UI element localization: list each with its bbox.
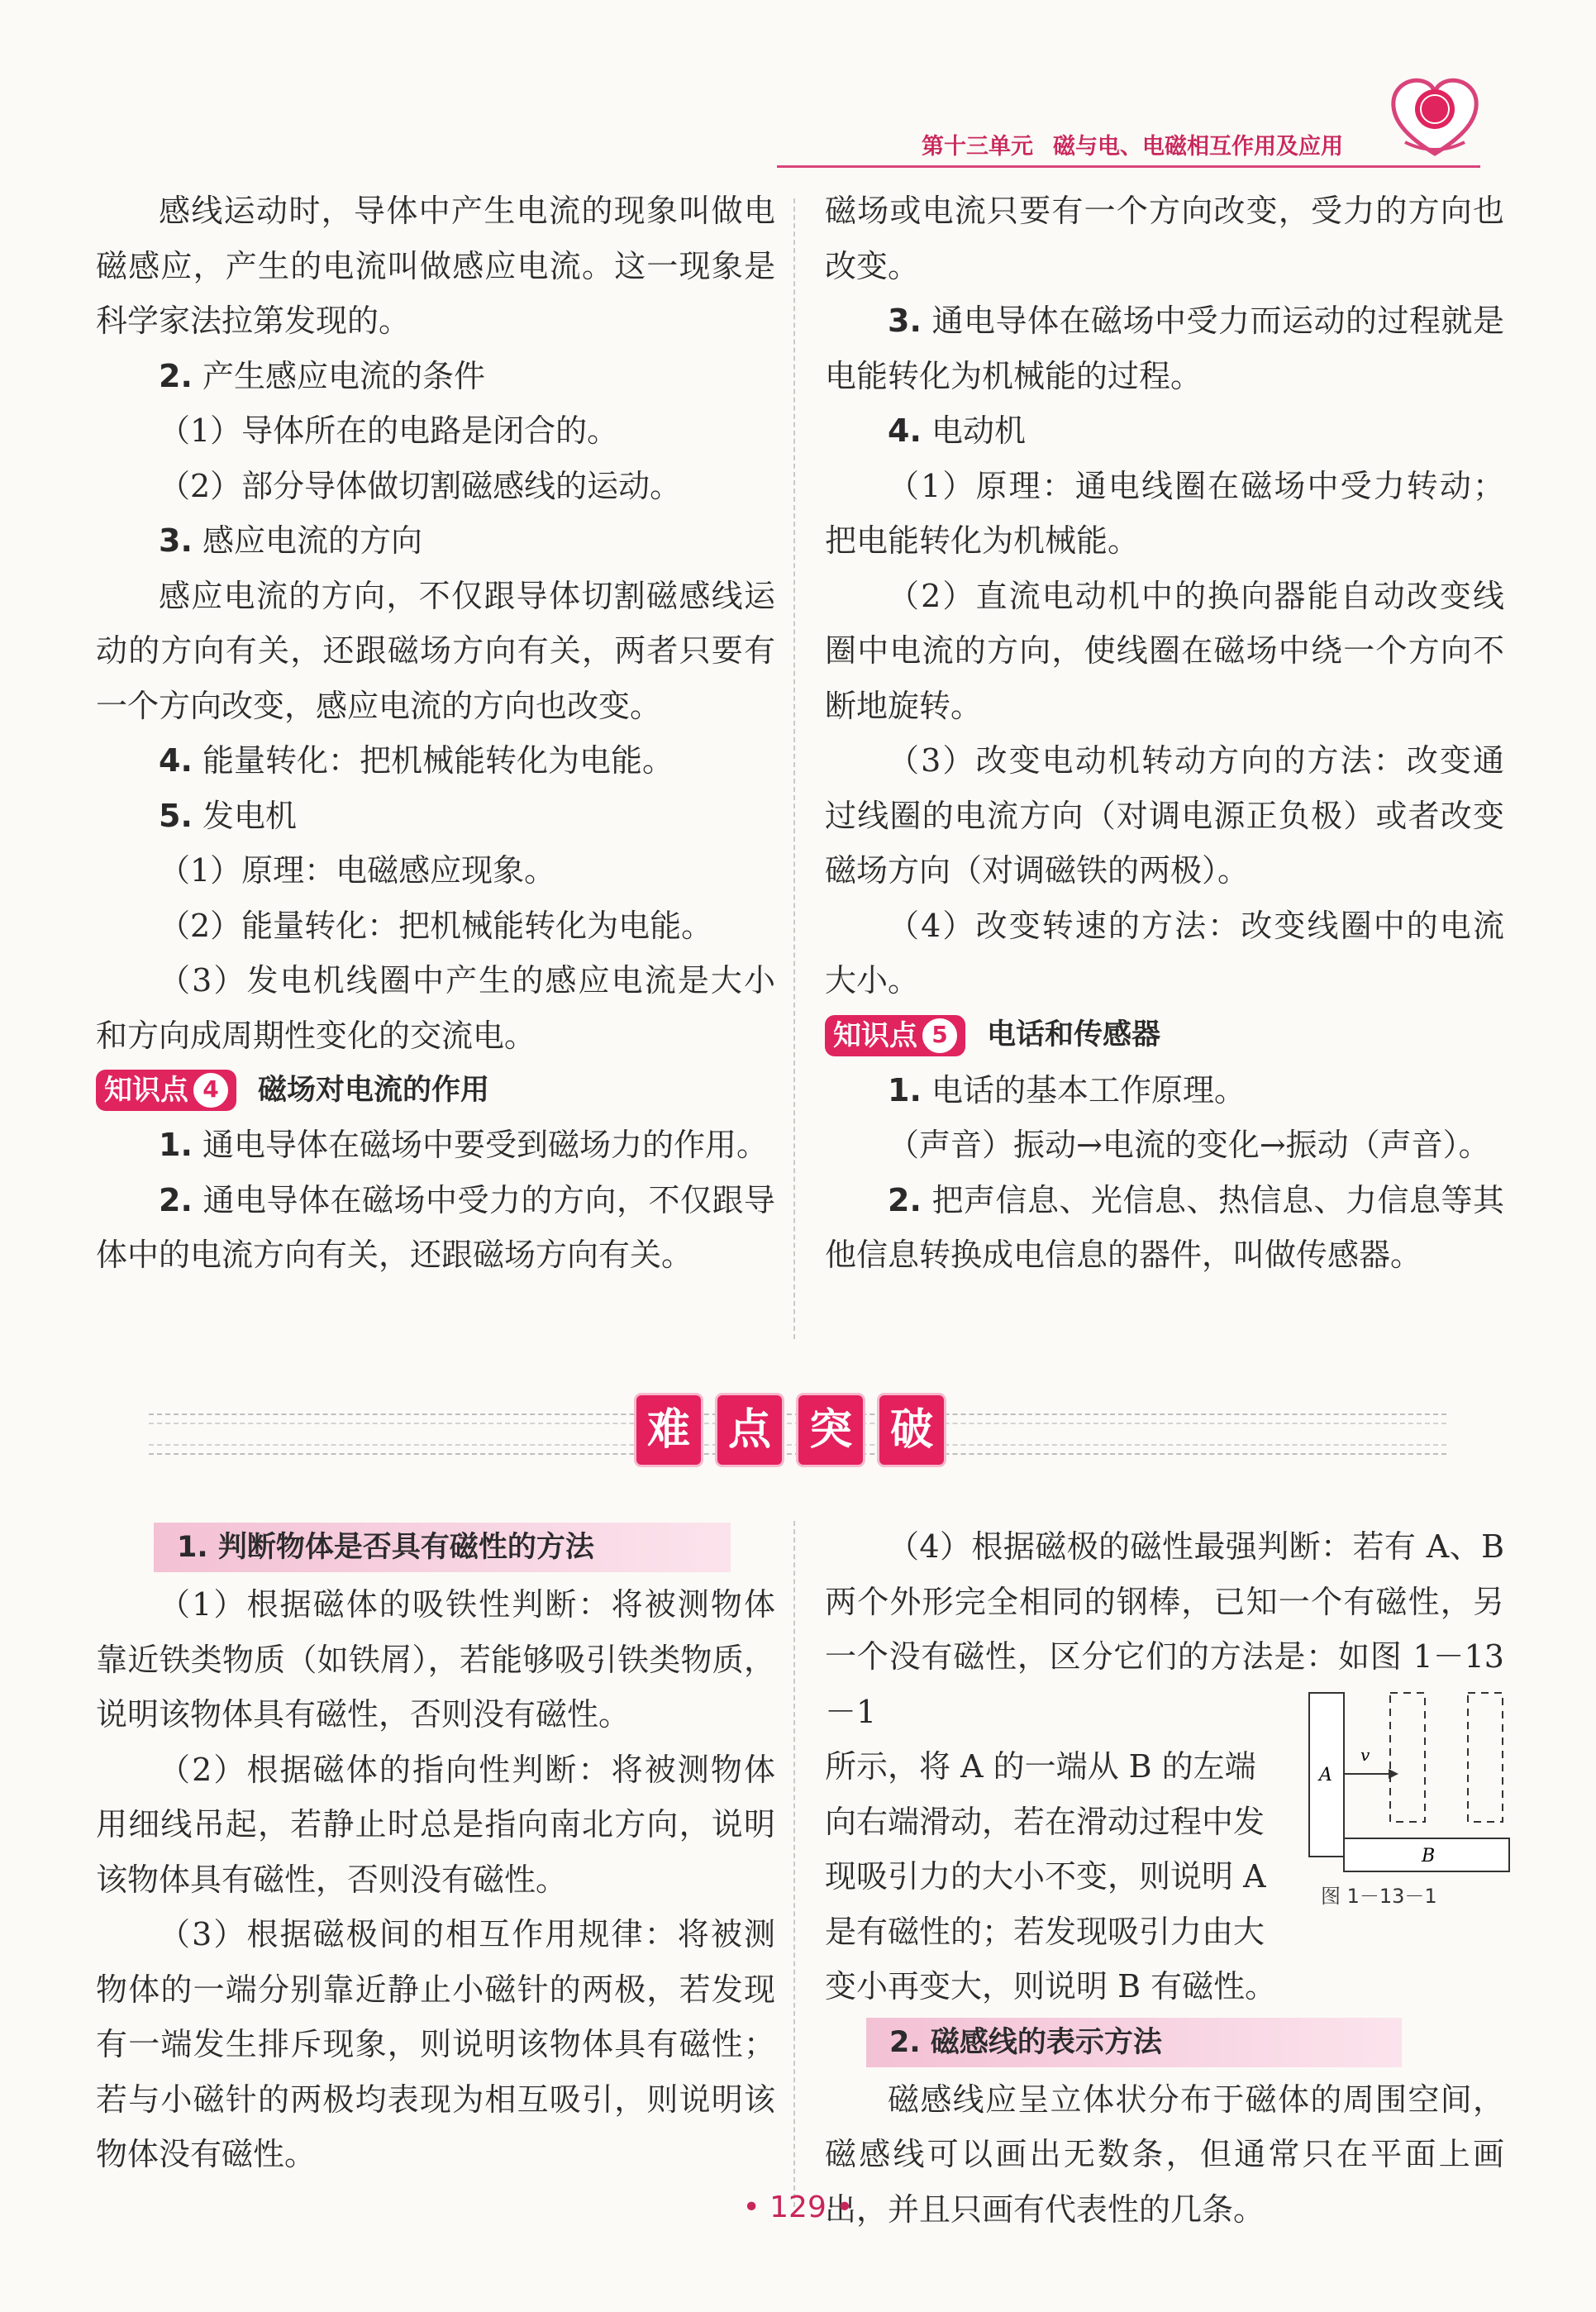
banner-char: 破 (879, 1395, 944, 1465)
numbered-item (825, 403, 1504, 459)
badge-number: 5 (922, 1018, 957, 1053)
item-text: 发电机 (202, 797, 297, 834)
left-column (96, 184, 775, 1283)
right-column (825, 184, 1504, 1283)
paragraph: （3）根据磁极间的相互作用规律：将被测物体的一端分别靠近静止小磁针的两极，若发现有一端发生排斥现象，则说明该物体具有磁性；若与小磁针的两极均表现为相互吸引，则说明该物体没有磁性。 (96, 1916, 775, 2172)
item-number: 3. (888, 303, 922, 339)
bar-a-position-1 (1390, 1693, 1425, 1822)
item-number: 4. (159, 742, 193, 779)
difficulty-banner (149, 1395, 1446, 1470)
numbered-item (825, 1173, 1504, 1283)
banner-char: 突 (798, 1395, 863, 1465)
knowledge-point-title: 电话和传感器 (987, 1018, 1161, 1052)
paragraph: （4）改变转速的方法：改变线圈中的电流大小。 (825, 907, 1504, 999)
item-number: 2. (159, 1181, 193, 1218)
topic-heading: 2. 磁感线的表示方法 (866, 2018, 1402, 2067)
paragraph: （2）部分导体做切割磁感线的运动。 (159, 467, 682, 504)
paragraph: 感线运动时，导体中产生电流的现象叫做电磁感应，产生的电流叫做感应电流。这一现象是科学家法拉第发现的。 (96, 193, 775, 339)
item-number: 3. (159, 522, 193, 559)
numbered-item (96, 513, 775, 569)
paragraph: （1）原理：通电线圈在磁场中受力转动；把电能转化为机械能。 (825, 467, 1504, 559)
paragraph: 磁场或电流只要有一个方向改变，受力的方向也改变。 (825, 193, 1504, 284)
item-number: 4. (888, 412, 922, 449)
paragraph: （1）原理：电磁感应现象。 (159, 852, 556, 889)
item-text: 感应电流的方向 (202, 522, 422, 559)
label-v: v (1360, 1745, 1370, 1765)
unit-header (922, 131, 1363, 164)
item-number: 2. (888, 1181, 922, 1218)
lower-left-column (96, 1519, 775, 2182)
unit-topic: 磁与电、电磁相互作用及应用 (1053, 134, 1343, 160)
badge-number: 4 (193, 1073, 228, 1108)
topic-heading: 1. 判断物体是否具有磁性的方法 (154, 1523, 731, 1572)
knowledge-point-heading (96, 1068, 775, 1113)
column-divider (793, 198, 795, 1339)
text-line: 是有磁性的；若发现吸引力由大 (825, 1913, 1265, 1950)
badge-label: 知识点 (833, 1018, 917, 1052)
item-text: 产生感应电流的条件 (202, 357, 485, 394)
knowledge-point-heading (825, 1013, 1504, 1058)
item-number: 2. (159, 357, 193, 394)
knowledge-point-title: 磁场对电流的作用 (258, 1073, 490, 1107)
paragraph: （2）能量转化：把机械能转化为电能。 (159, 907, 713, 944)
item-number: 1. (159, 1127, 193, 1163)
badge-label: 知识点 (104, 1074, 188, 1107)
item-text: 通电导体在磁场中要受到磁场力的作用。 (202, 1127, 768, 1163)
numbered-item (96, 733, 775, 789)
banner-char: 难 (636, 1395, 701, 1465)
text-line: 所示，将 A 的一端从 B 的左端 (825, 1748, 1256, 1785)
item-text: 电话的基本工作原理。 (931, 1071, 1246, 1108)
label-a: A (1319, 1765, 1332, 1785)
knowledge-point-badge (825, 1015, 965, 1056)
paragraph: 磁感线应呈立体状分布于磁体的周围空间，磁感线可以画出无数条，但通常只在平面上画出，并且只画有代表性的几条。 (825, 2081, 1504, 2228)
paragraph: （2）根据磁体的指向性判断：将被测物体用细线吊起，若静止时总是指向南北方向，说明该物体具有磁性，否则没有磁性。 (96, 1751, 775, 1898)
unit-label: 第十三单元 (922, 134, 1033, 160)
figure-magnet-bars (1306, 1686, 1513, 1909)
item-number: 5. (159, 797, 193, 834)
paragraph: 感应电流的方向，不仅跟导体切割磁感线运动的方向有关，还跟磁场方向有关，两者只要有一个方向改变，感应电流的方向也改变。 (96, 577, 775, 724)
numbered-item (96, 1173, 775, 1283)
numbered-item (96, 1118, 775, 1173)
numbered-item (825, 1063, 1504, 1118)
item-text: 能量转化：把机械能转化为电能。 (202, 742, 674, 779)
paragraph: （4）根据磁极的磁性最强判断：若有 A、B 两个外形完全相同的钢棒，已知一个有磁性，另一个没有磁性，区分它们的方法是：如图 1－13－1 (825, 1528, 1504, 1730)
text-line: 现吸引力的大小不变，则说明 A (825, 1858, 1266, 1895)
paragraph: （1）导体所在的电路是闭合的。 (159, 412, 619, 449)
label-b: B (1422, 1846, 1436, 1866)
paragraph: （3）发电机线圈中产生的感应电流是大小和方向成周期性变化的交流电。 (96, 962, 775, 1054)
paragraph: （1）根据磁体的吸铁性判断：将被测物体靠近铁类物质（如铁屑），若能够吸引铁类物质，说明该物体具有磁性，否则没有磁性。 (96, 1586, 775, 1733)
item-text: 通电导体在磁场中受力的方向，不仅跟导体中的电流方向有关，还跟磁场方向有关。 (96, 1181, 775, 1273)
text-line: 变小再变大，则说明 B 有磁性。 (825, 1968, 1277, 2005)
item-number: 1. (888, 1071, 922, 1108)
paragraph: （声音）振动→电流的变化→振动（声音）。 (888, 1127, 1490, 1163)
bar-a-position-2 (1468, 1693, 1503, 1822)
numbered-item (96, 789, 775, 844)
paragraph: （3）改变电动机转动方向的方法：改变通过线圈的电流方向（对调电源正负极）或者改变磁场方向（对调磁铁的两极）。 (825, 742, 1504, 889)
column-divider (793, 1521, 795, 2207)
text-line: 向右端滑动，若在滑动过程中发 (825, 1803, 1265, 1840)
numbered-item (825, 293, 1504, 403)
header-rule (777, 165, 1480, 168)
knowledge-point-badge (96, 1070, 236, 1111)
paragraph: （2）直流电动机中的换向器能自动改变线圈中电流的方向，使线圈在磁场中绕一个方向不断地旋转。 (825, 577, 1504, 724)
item-text: 通电导体在磁场中受力而运动的过程就是电能转化为机械能的过程。 (825, 303, 1504, 394)
numbered-item (96, 349, 775, 404)
item-text: 电动机 (931, 412, 1026, 449)
figure-caption: 图 1－13－1 (1321, 1885, 1437, 1908)
figure-wrap-text (825, 1739, 1288, 2014)
page-number: • 129 • (742, 2190, 854, 2224)
publisher-logo (1389, 71, 1481, 160)
banner-char: 点 (717, 1395, 782, 1465)
item-text: 把声信息、光信息、热信息、力信息等其他信息转换成电信息的器件，叫做传感器。 (825, 1181, 1504, 1273)
